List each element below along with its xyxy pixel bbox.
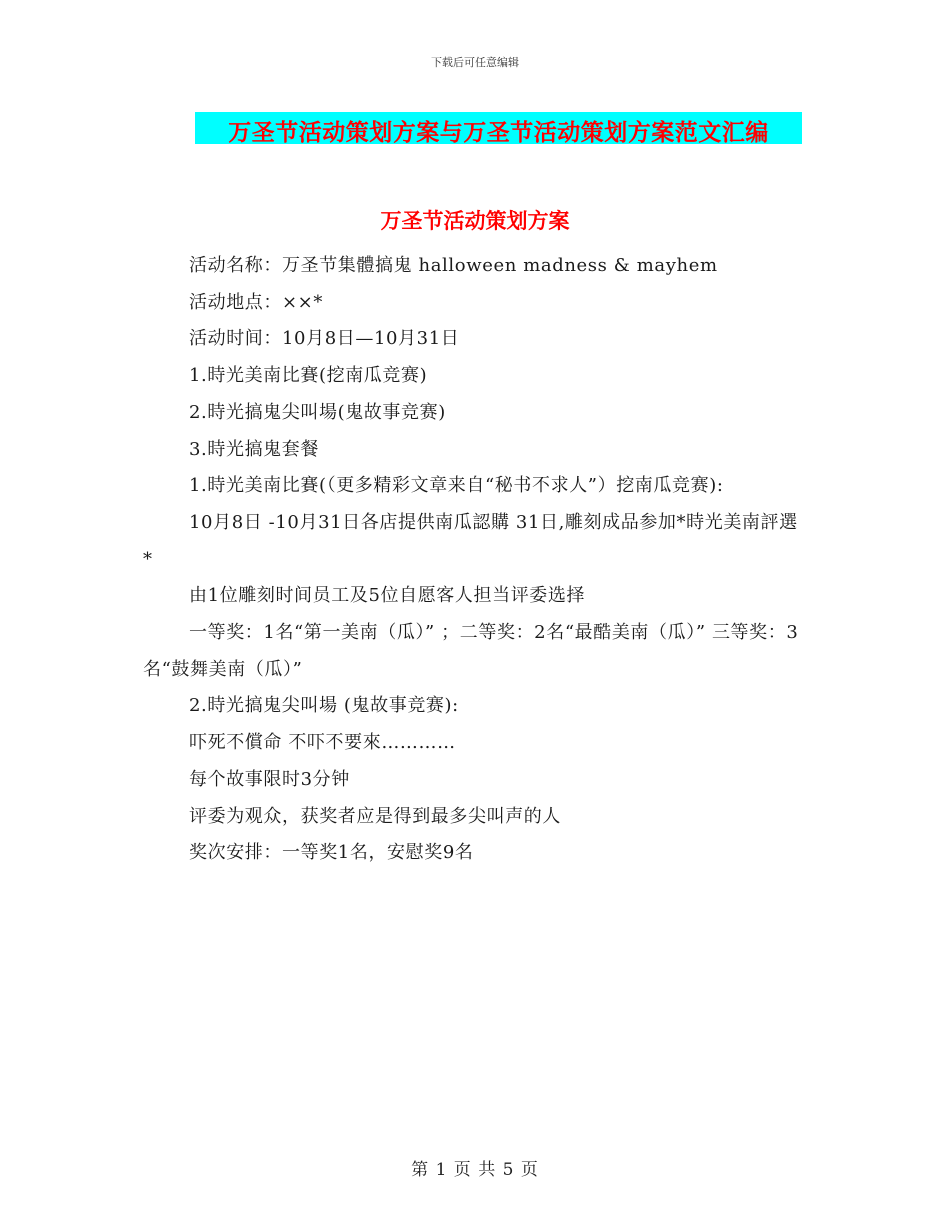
paragraph-jury: 评委为观众，获奖者应是得到最多尖叫声的人	[189, 805, 561, 827]
paragraph-section-1-heading: 1.時光美南比賽(（更多精彩文章来自“秘书不求人”）挖南瓜竞赛):	[189, 475, 724, 497]
paragraph-awards: 奖次安排：一等奖1名，安慰奖9名	[189, 842, 474, 864]
document-body	[143, 248, 807, 872]
paragraph-prizes: 一等奖：1名“第一美南（瓜）” ；二等奖：2名“最酷美南（瓜）” 三等奖：3名“鼓舞美南（瓜）”	[143, 622, 799, 680]
document-title: 万圣节活动策划方案与万圣节活动策划方案范文汇编	[228, 119, 769, 146]
paragraph-time-limit: 每个故事限时3分钟	[189, 768, 350, 790]
paragraph-item-1: 1.時光美南比賽(挖南瓜竞赛)	[189, 365, 428, 387]
paragraph-activity-time: 活动时间：10月8日—10月31日	[189, 328, 460, 350]
section-title: 万圣节活动策划方案	[380, 208, 570, 233]
paragraph-slogan: 吓死不償命 不吓不要來…………	[189, 732, 456, 754]
paragraph-activity-name: 活动名称：万圣节集體搞鬼 halloween madness & mayhem	[189, 255, 718, 276]
page-footer: 第 1 页 共 5 页	[411, 1160, 539, 1180]
paragraph-judges: 由1位雕刻时间员工及5位自愿客人担当评委选择	[189, 585, 586, 607]
paragraph-item-2: 2.時光搞鬼尖叫場(鬼故事竞赛)	[189, 401, 446, 423]
paragraph-section-2-heading: 2.時光搞鬼尖叫場 (鬼故事竞赛):	[189, 695, 459, 717]
paragraph-section-1-details: 10月8日 -10月31日各店提供南瓜認購 31日,雕刻成品参加*時光美南評選*	[143, 511, 798, 570]
header-note: 下载后可任意编辑	[431, 56, 519, 69]
paragraph-item-3: 3.時光搞鬼套餐	[189, 438, 319, 460]
paragraph-activity-location: 活动地点：××*	[189, 291, 323, 313]
